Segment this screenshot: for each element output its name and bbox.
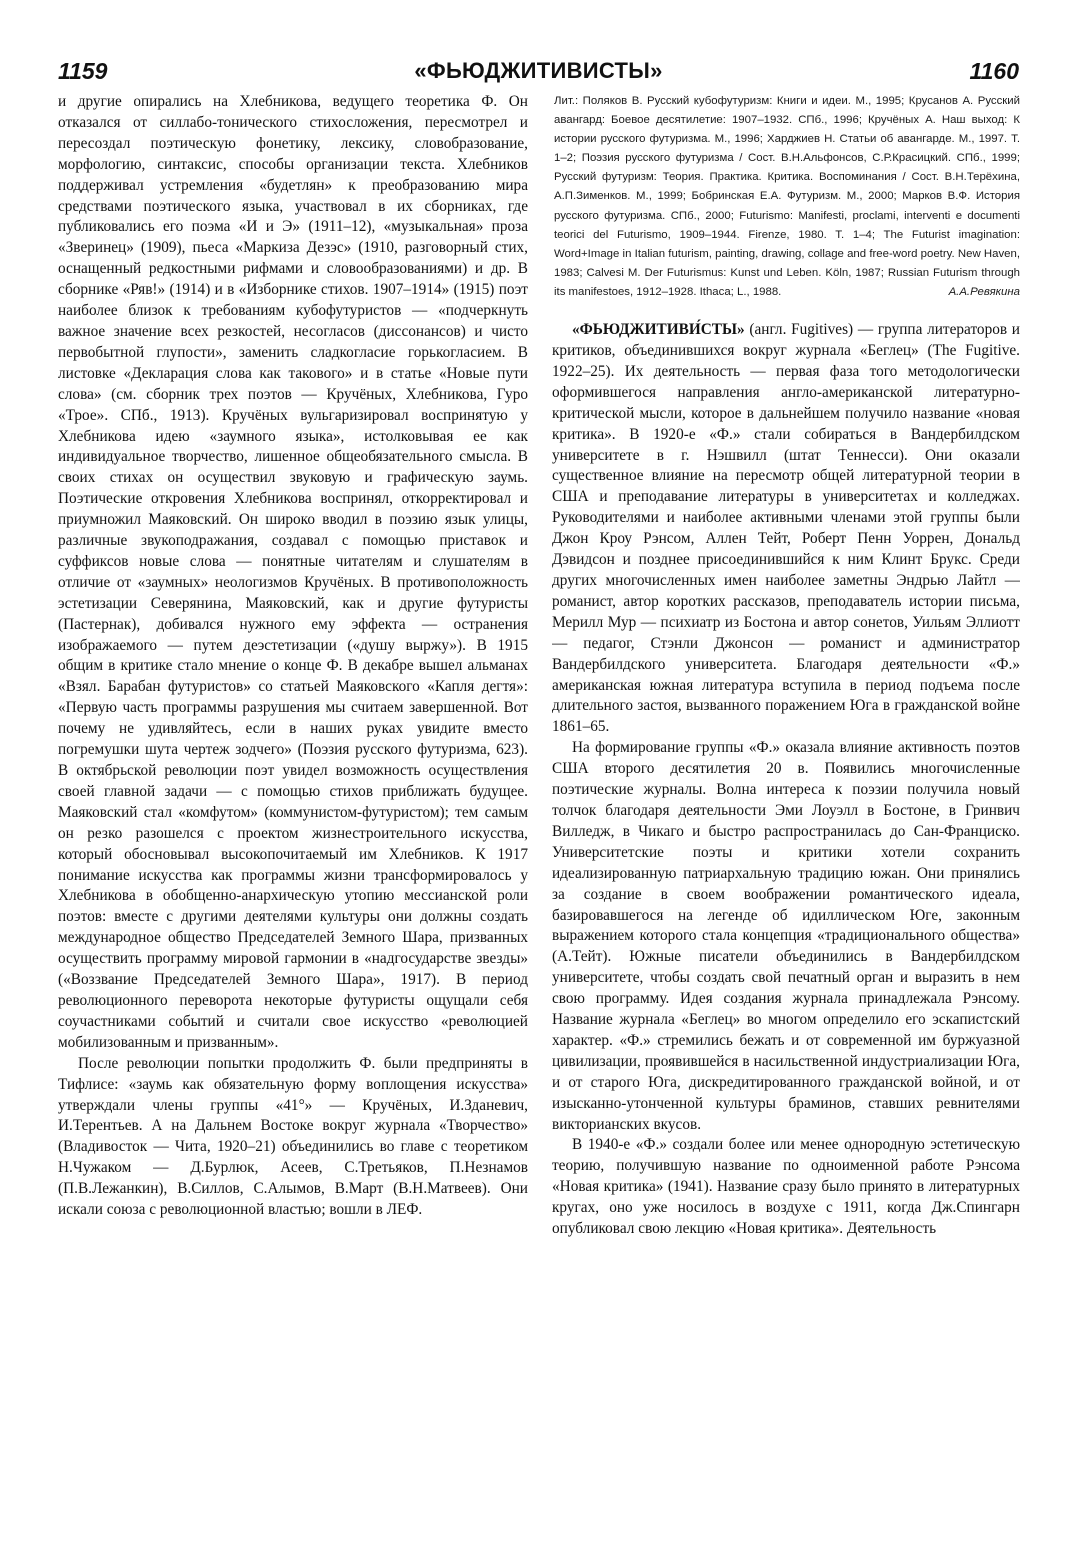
right-column (552, 92, 1020, 1532)
left-column (58, 92, 528, 1532)
running-title: «ФЬЮДЖИТИВИСТЫ» (414, 58, 663, 83)
page-number-right: 1160 (969, 58, 1019, 84)
bibliography-label: Лит.: (554, 95, 579, 107)
article-paragraph-1 (552, 320, 1020, 738)
page-number-left: 1159 (58, 58, 108, 84)
running-header (58, 58, 1019, 88)
article-paragraph-3: В 1940-е «Ф.» создали более или менее однородную эстетическую теорию, получившую название по одноименной работе Рэнсома «Новая критика» (1941). Название сразу было принято в литературных кругах, оно уже носилось в воздухе с 1911, когда Дж.Спингарн опубликовал свою лекцию «Новая критика». Деятельность (552, 1136, 1020, 1238)
article-paragraph-1-text: (англ. Fugitives) — группа литераторов и критиков, объединившихся вокруг журнала «Беглец» (The Fugitive. 1922–25). Их деятельность — первая фаза того методологически оформившегося направления англо-американской литературно-критической мысли, которое в дальнейшем получило название «новая критика». В 1920-е «Ф.» стали собираться в Вандербилдском университете в г. Нэшвилл (штат Теннесси). Они оказали существенное влияние на пересмотр общей литературной теории в США и преподавание литературы в университетах и колледжах. Руководителями и наиболее активными членами этой группы были Джон Кроу Рэнсом, Аллен Тейт, Роберт Пенн Уоррен, Дональд Дэвидсон и позднее присоединившийся к ним Клинт Брукс. Среди других многочисленных имен наиболее заметны Эндрью Лайтл — романист, автор коротких рассказов, преподаватель истории письма, Мерилл Мур — психиатр из Бостона и автор сонетов, Уильям Эллиотт — педагог, Стэнли Джонсон — романист и администратор Вандербилдского университета. Благодаря деятельности «Ф.» американская южная литература вступила в период подъема после длительного застоя, вызванного поражением Юга в гражданской войне 1861–65. (552, 321, 1020, 736)
bibliography-text: Поляков В. Русский кубофутуризм: Книги и идеи. М., 1995; Крусанов А. Русский авангард: Боевое десятилетие: 1907–1932. СПб., 1996; Кручёных А. Наш выход: К истории русского футуризма. М., 1996; Харджиев Н. Статьи об авангарде. М., 1997. Т. 1–2; Поэзия русского футуризма / Сост. В.Н.Альфонсов, С.Р.Красицкий. СПб., 1999; Русский футуризм: Теория. Практика. Критика. Воспоминания / Сост. В.Н.Терёхина, А.П.Зименков. М., 1999; Бобринская Е.А. Футуризм. М., 2000; Марков В.Ф. История русского футуризма. СПб., 2000; Futurismo: Manifesti, proclami, interventi e documenti teorici del Futurismo, 1909–1944. Firenze, 1980. T. 1–4; The Futurist imagination: Word+Image in Italian futurism, painting, drawing, collage and free-word poetry. New Haven, 1983; Calvesi M. Der Futurismus: Kunst und Leben. Köln, 1987; Russian Futurism through its manifestoes, 1912–1928. Ithaca; L., 1988. (554, 95, 1020, 298)
author-signature: А.А.Ревякина (948, 286, 1020, 299)
bibliography (552, 92, 1020, 302)
article-paragraph-2: На формирование группы «Ф.» оказала влияние активность поэтов США второго десятилетия 20 в. Появились многочисленные поэтические журналы. Волна интереса к поэзии получила новый толчок благодаря деятельности Эми Лоуэлл в Бостоне, в Гринвич Вилледж, в Чикаго и быстро распространилась до Сан-Франциско. Университетские поэты и критики хотели сохранить идеализированную патриархальную традицию южан. Они принялись за создание в своем воображении романтического идеала, базировавшегося на легенде об идиллическом Юге, законным выражением которого стала концепция «традиционального общества» (А.Тейт). Южные писатели объединились в Вандербилдском университете, чтобы создать свой печатный орган и выразить в нем свою программу. Идея создания журнала принадлежала Рэнсому. Название журнала «Беглец» во многом определило его эскапистский характер. «Ф.» стремились бежать и от современной им буржуазной цивилизации, проявившейся в насильственной индустриализации Юга, и от старого Юга, дискредитированного гражданской войной, и от изысканно-утонченной культуры браминов, ставших ревнителями викторианских вкусов. (552, 739, 1020, 1133)
article-headword: «ФЬЮДЖИТИВИ́СТЫ» (572, 321, 745, 339)
section-gap (552, 312, 1020, 320)
left-paragraph-1: и другие опирались на Хлебникова, ведущего теоретика Ф. Он отказался от силлабо-тонического стихосложения, пересмотрел и пересоздал поэтическую фонетику, лексику, словобразование, морфологию, синтаксис, способы организации текста. Хлебников поддерживал устремления «будетлян» к преобразованию мира средствами поэтического языка, участвовал в их сборниках, где публиковались его поэма «И и Э» (1911–12), «музыкальная» проза «Зверинец» (1909), пьеса «Маркиза Дезэс» (1910, разговорный стих, оснащенный редкостными рифмами и словообразованиями) и др. В сборнике «Ряв!» (1914) и в «Изборнике стихов. 1907–1914» (1915) поэт наиболее близок к требованиям кубофутуристов — «подчеркнуть важное значение всех резкостей, несогласов (диссонансов) и чисто первобытной глупости», заменить сладкогласие горькогласием. В листовке «Декларация слова как такового» и в статье «Новые пути слова» (см. сборник трех поэтов — Кручёных, Хлебникова, Гуро «Трое». СПб., 1913). Кручёных вульгаризировал воспринятую у Хлебникова идею «заумного языка», истолковывая ее как индивидуальное творчество, лишенное общеобязательного смысла. В своих стихах он осуществил звуковую и графическую заумь. Поэтические откровения Хлебникова воспринял, откорректировал и приумножил Маяковский. Он широко вводил в поэзию язык улицы, различные звукоподражания, создавал с помощью приставок и суффиксов новые слова — понятные читателям и слушателям в отличие от «заумных» неологизмов Кручёных. В противоположность эстетизации Северянина, Маяковский, как и другие футуристы (Пастернак), добивался нужного ему эффекта — остранения изображаемого — путем деэстетизации («душу выржу»). В 1915 общим в критике стало мнение о конце Ф. В декабре вышел альманах «Взял. Барабан футуристов» со статьей Маяковского «Капля дегтя»: «Первую часть программы разрушения мы считаем завершенной. Вот почему не удивляйтесь, если в наших руках увидите вместо погремушки шута чертеж зодчего» (Поэзия русского футуризма, 623). В октябрьской революции поэт увидел возможность осуществления своей главной задачи — с помощью стихов приближать будущее. Маяковский стал «комфутом» (коммунистом-футуристом); тем самым он резко разошелся с проектом жизнестроительного искусства, который обосновывал высокопочитаемый им Хлебников. К 1917 понимание искусства как программы жизни трансформировалось у Хлебникова в обобщенно-анархическую утопию мессианской роли поэтов: вместе с другими деятелями культуры они должны создать международное общество Председателей Земного Шара, призванных осуществить программу мировой гармонии в «надгосударстве звезды» («Воззвание Председателей Земного Шара», 1917). В период революционного переворота некоторые футуристы ощущали себя соучастниками событий и считали свое искусство «революцией мобилизованным и призванным». (58, 93, 528, 1051)
left-paragraph-2: После революции попытки продолжить Ф. были предприняты в Тифлисе: «заумь как обязательную форму воплощения искусства» утверждали члены группы «41°» — Кручёных, И.Зданевич, И.Терентьев. А на Дальнем Востоке вокруг журнала «Творчество» (Владивосток — Чита, 1920–21) объединились во главе с теоретиком Н.Чужаком — Д.Бурлюк, Асеев, С.Третьяков, П.Незнамов (П.В.Лежанкин), В.Силлов, С.Алымов, В.Март (В.Н.Матвеев). Они искали союза с революционной властью; вошли в ЛЕФ. (58, 1054, 528, 1219)
